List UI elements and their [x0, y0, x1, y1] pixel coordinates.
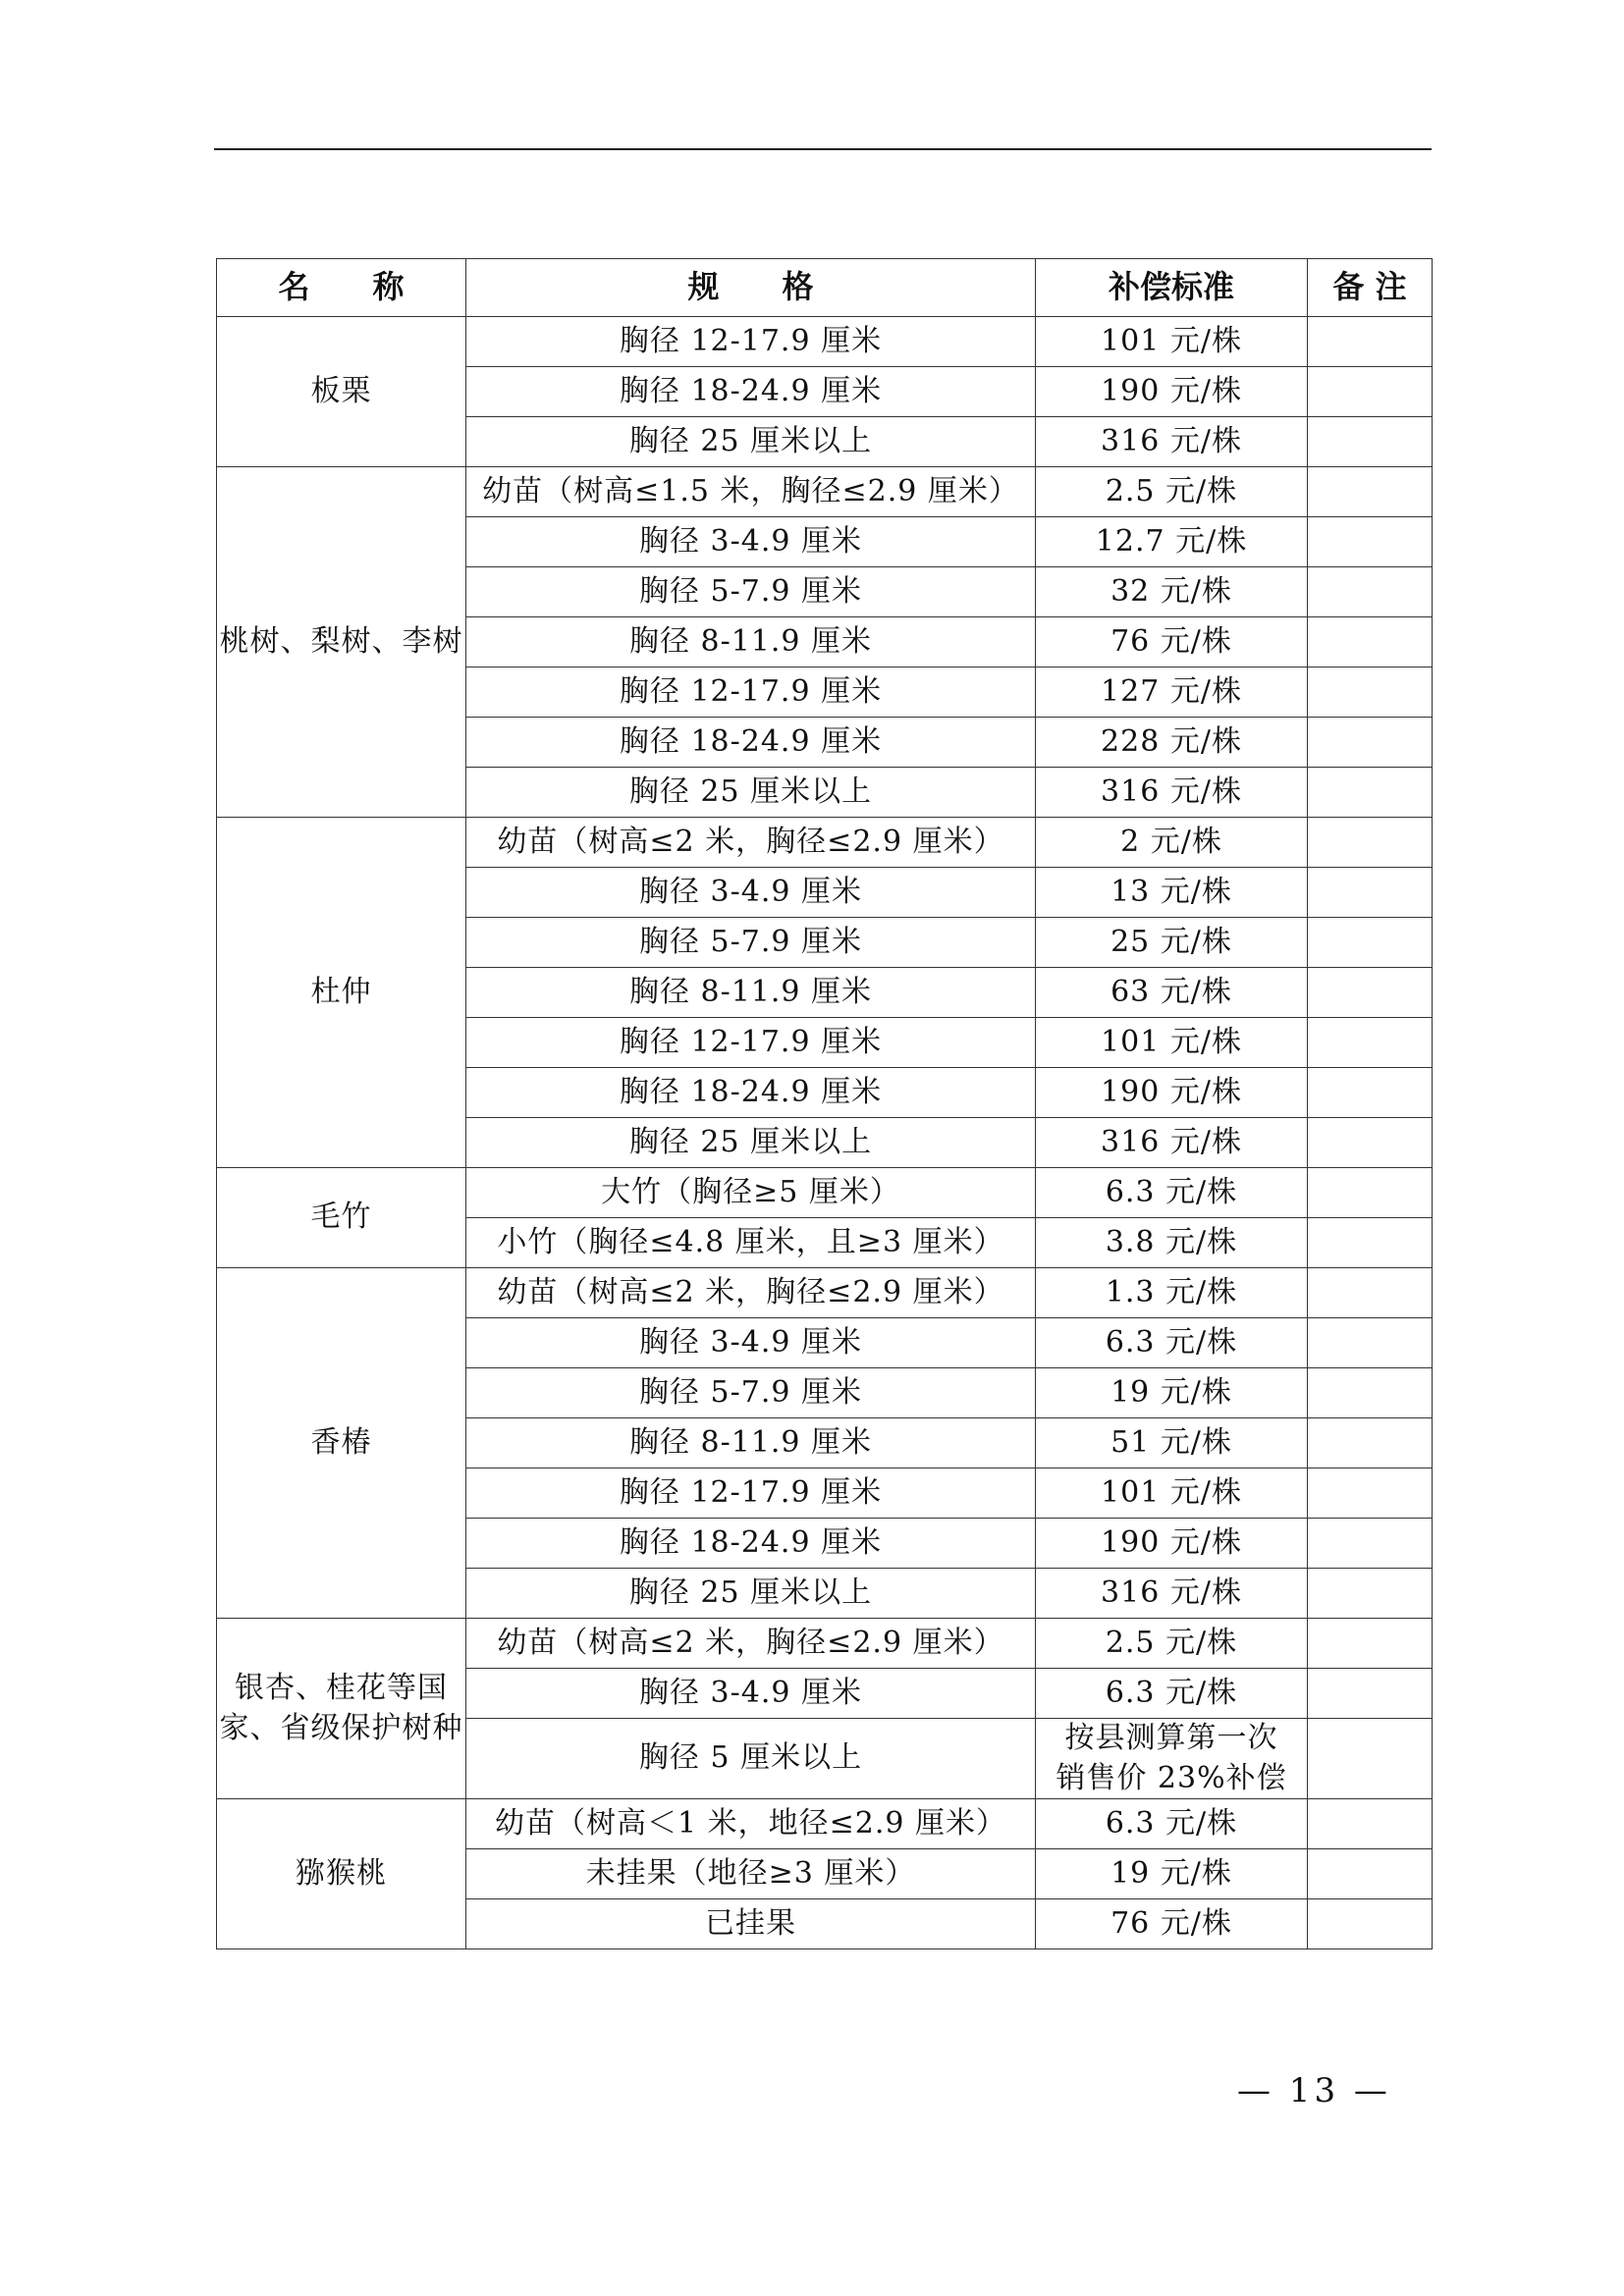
price-cell: 2.5 元/株 — [1036, 467, 1308, 517]
spec-cell: 胸径 18-24.9 厘米 — [466, 367, 1036, 417]
price-cell: 2.5 元/株 — [1036, 1619, 1308, 1669]
spec-cell: 胸径 5 厘米以上 — [466, 1719, 1036, 1799]
species-name-cell: 板栗 — [217, 317, 466, 467]
spec-cell: 胸径 18-24.9 厘米 — [466, 1068, 1036, 1118]
note-cell — [1308, 1268, 1433, 1318]
note-cell — [1308, 1719, 1433, 1799]
spec-cell: 胸径 8-11.9 厘米 — [466, 968, 1036, 1018]
table-row — [217, 1268, 1433, 1318]
header-spec: 规 格 — [466, 259, 1036, 317]
price-cell: 6.3 元/株 — [1036, 1168, 1308, 1218]
header-rule — [214, 148, 1432, 150]
price-cell: 127 元/株 — [1036, 667, 1308, 718]
spec-cell: 已挂果 — [466, 1899, 1036, 1949]
note-cell — [1308, 1068, 1433, 1118]
note-cell — [1308, 1318, 1433, 1368]
price-cell: 316 元/株 — [1036, 417, 1308, 467]
spec-cell: 胸径 3-4.9 厘米 — [466, 517, 1036, 567]
spec-cell: 胸径 12-17.9 厘米 — [466, 667, 1036, 718]
price-cell: 19 元/株 — [1036, 1849, 1308, 1899]
price-cell: 3.8 元/株 — [1036, 1218, 1308, 1268]
note-cell — [1308, 818, 1433, 868]
note-cell — [1308, 317, 1433, 367]
spec-cell: 幼苗（树高≤2 米，胸径≤2.9 厘米） — [466, 818, 1036, 868]
spec-cell: 胸径 5-7.9 厘米 — [466, 918, 1036, 968]
price-cell: 63 元/株 — [1036, 968, 1308, 1018]
spec-cell: 胸径 25 厘米以上 — [466, 1118, 1036, 1168]
compensation-table — [216, 258, 1433, 1949]
price-cell: 1.3 元/株 — [1036, 1268, 1308, 1318]
price-cell: 19 元/株 — [1036, 1368, 1308, 1418]
note-cell — [1308, 968, 1433, 1018]
note-cell — [1308, 1669, 1433, 1719]
note-cell — [1308, 617, 1433, 667]
spec-cell: 小竹（胸径≤4.8 厘米，且≥3 厘米） — [466, 1218, 1036, 1268]
note-cell — [1308, 1519, 1433, 1569]
price-cell: 51 元/株 — [1036, 1418, 1308, 1468]
species-name-cell: 桃树、梨树、李树 — [217, 467, 466, 818]
price-cell: 101 元/株 — [1036, 1018, 1308, 1068]
spec-cell: 胸径 25 厘米以上 — [466, 768, 1036, 818]
table-row — [217, 1799, 1433, 1849]
spec-cell: 大竹（胸径≥5 厘米） — [466, 1168, 1036, 1218]
species-name-cell: 毛竹 — [217, 1168, 466, 1268]
spec-cell: 胸径 12-17.9 厘米 — [466, 1018, 1036, 1068]
spec-cell: 胸径 3-4.9 厘米 — [466, 1669, 1036, 1719]
price-cell: 6.3 元/株 — [1036, 1318, 1308, 1368]
note-cell — [1308, 1799, 1433, 1849]
note-cell — [1308, 1018, 1433, 1068]
note-cell — [1308, 1569, 1433, 1619]
price-cell: 13 元/株 — [1036, 868, 1308, 918]
spec-cell: 胸径 3-4.9 厘米 — [466, 1318, 1036, 1368]
header-note: 备 注 — [1308, 259, 1433, 317]
species-name-cell: 香椿 — [217, 1268, 466, 1619]
spec-cell: 胸径 12-17.9 厘米 — [466, 1468, 1036, 1519]
table-row — [217, 1619, 1433, 1669]
note-cell — [1308, 1368, 1433, 1418]
species-name-cell: 银杏、桂花等国家、省级保护树种 — [217, 1619, 466, 1799]
note-cell — [1308, 718, 1433, 768]
spec-cell: 胸径 12-17.9 厘米 — [466, 317, 1036, 367]
note-cell — [1308, 1468, 1433, 1519]
species-name-cell: 猕猴桃 — [217, 1799, 466, 1949]
price-cell: 316 元/株 — [1036, 1569, 1308, 1619]
note-cell — [1308, 1899, 1433, 1949]
note-cell — [1308, 517, 1433, 567]
note-cell — [1308, 1118, 1433, 1168]
header-standard: 补偿标准 — [1036, 259, 1308, 317]
spec-cell: 幼苗（树高≤2 米，胸径≤2.9 厘米） — [466, 1268, 1036, 1318]
spec-cell: 胸径 5-7.9 厘米 — [466, 1368, 1036, 1418]
spec-cell: 胸径 8-11.9 厘米 — [466, 1418, 1036, 1468]
price-cell: 2 元/株 — [1036, 818, 1308, 868]
spec-cell: 幼苗（树高≤2 米，胸径≤2.9 厘米） — [466, 1619, 1036, 1669]
page-number: — 13 — — [1237, 2071, 1391, 2110]
note-cell — [1308, 417, 1433, 467]
table-row — [217, 317, 1433, 367]
price-cell: 316 元/株 — [1036, 768, 1308, 818]
price-cell: 76 元/株 — [1036, 1899, 1308, 1949]
price-cell: 12.7 元/株 — [1036, 517, 1308, 567]
table-header-row — [217, 259, 1433, 317]
spec-cell: 胸径 3-4.9 厘米 — [466, 868, 1036, 918]
price-cell: 316 元/株 — [1036, 1118, 1308, 1168]
note-cell — [1308, 1418, 1433, 1468]
table-row — [217, 467, 1433, 517]
spec-cell: 幼苗（树高≤1.5 米，胸径≤2.9 厘米） — [466, 467, 1036, 517]
table-row — [217, 1168, 1433, 1218]
spec-cell: 胸径 25 厘米以上 — [466, 1569, 1036, 1619]
note-cell — [1308, 768, 1433, 818]
spec-cell: 胸径 18-24.9 厘米 — [466, 718, 1036, 768]
price-cell: 190 元/株 — [1036, 1519, 1308, 1569]
price-cell: 228 元/株 — [1036, 718, 1308, 768]
price-cell: 6.3 元/株 — [1036, 1799, 1308, 1849]
spec-cell: 胸径 8-11.9 厘米 — [466, 617, 1036, 667]
price-cell: 6.3 元/株 — [1036, 1669, 1308, 1719]
price-cell: 190 元/株 — [1036, 367, 1308, 417]
note-cell — [1308, 918, 1433, 968]
note-cell — [1308, 567, 1433, 617]
header-name: 名 称 — [217, 259, 466, 317]
price-cell: 25 元/株 — [1036, 918, 1308, 968]
price-cell: 101 元/株 — [1036, 317, 1308, 367]
note-cell — [1308, 1168, 1433, 1218]
spec-cell: 胸径 5-7.9 厘米 — [466, 567, 1036, 617]
price-cell: 32 元/株 — [1036, 567, 1308, 617]
note-cell — [1308, 367, 1433, 417]
note-cell — [1308, 667, 1433, 718]
price-cell: 190 元/株 — [1036, 1068, 1308, 1118]
note-cell — [1308, 1619, 1433, 1669]
price-cell: 按县测算第一次销售价 23%补偿 — [1036, 1719, 1308, 1799]
species-name-cell: 杜仲 — [217, 818, 466, 1168]
spec-cell: 胸径 25 厘米以上 — [466, 417, 1036, 467]
note-cell — [1308, 467, 1433, 517]
note-cell — [1308, 1218, 1433, 1268]
table-row — [217, 818, 1433, 868]
spec-cell: 未挂果（地径≥3 厘米） — [466, 1849, 1036, 1899]
spec-cell: 幼苗（树高＜1 米，地径≤2.9 厘米） — [466, 1799, 1036, 1849]
price-cell: 76 元/株 — [1036, 617, 1308, 667]
table-body — [217, 317, 1433, 1949]
spec-cell: 胸径 18-24.9 厘米 — [466, 1519, 1036, 1569]
note-cell — [1308, 1849, 1433, 1899]
note-cell — [1308, 868, 1433, 918]
price-cell: 101 元/株 — [1036, 1468, 1308, 1519]
